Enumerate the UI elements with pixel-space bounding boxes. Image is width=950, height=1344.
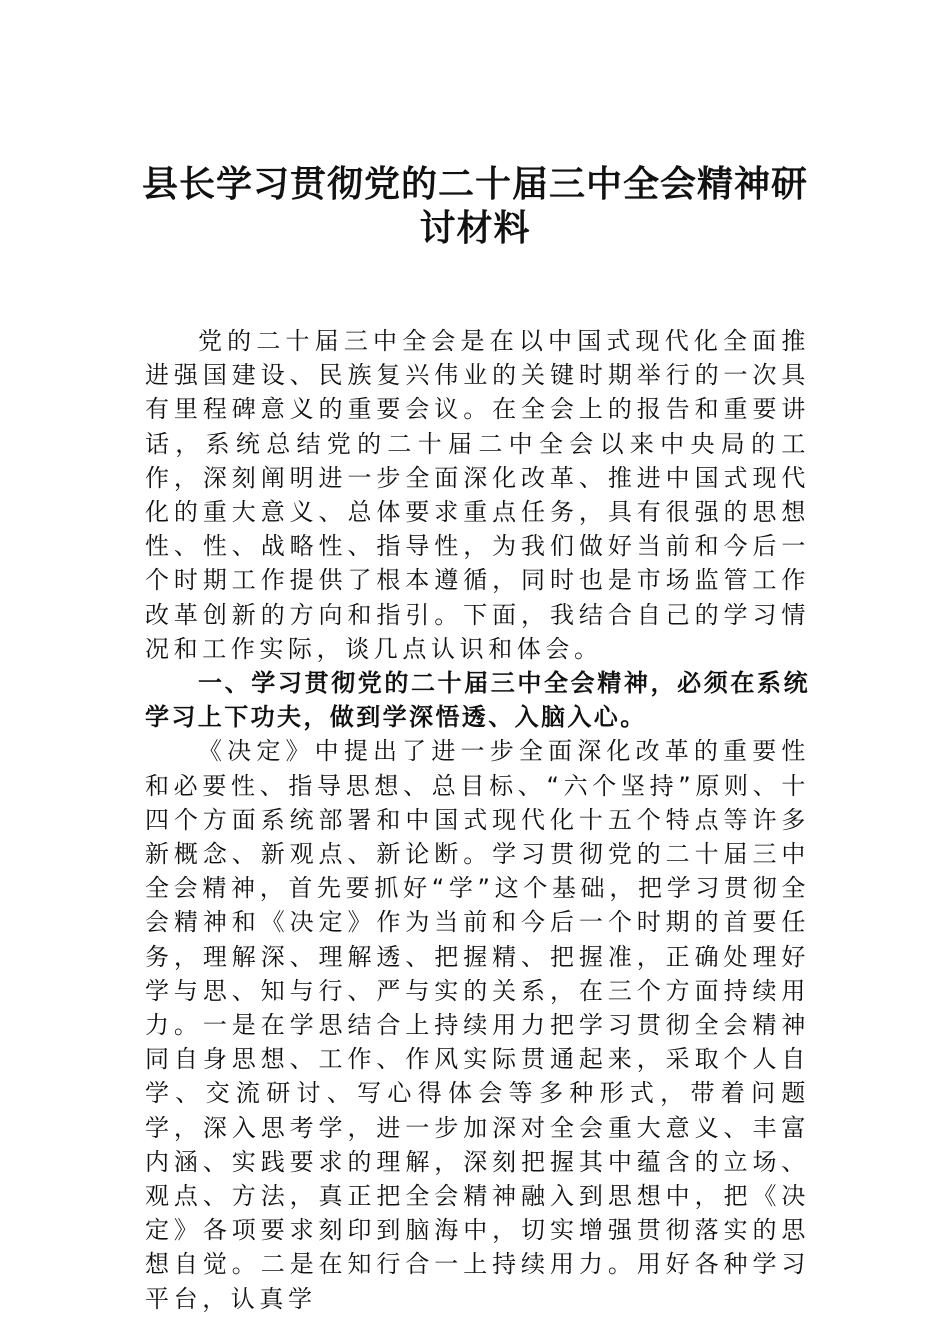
document-body — [145, 324, 810, 1316]
section-paragraph: 《决定》中提出了进一步全面深化改革的重要性和必要性、指导思想、总目标、“六个坚持”原则、十四个方面系统部署和中国式现代化十五个特点等许多新概念、新观点、新论断。学习贯彻党的二十届三中全会精神，首先要抓好“学”这个基础，把学习贯彻全会精神和《决定》作为当前和今后一个时期的首要任务，理解深、理解透、把握精、把握准，正确处理好学与思、知与行、严与实的关系，在三个方面持续用力。一是在学思结合上持续用力把学习贯彻全会精神同自身思想、工作、作风实际贯通起来，采取个人自学、交流研讨、写心得体会等多种形式，带着问题学，深入思考学，进一步加深对全会重大意义、丰富内涵、实践要求的理解，深刻把握其中蕴含的立场、观点、方法，真正把全会精神融入到思想中，把《决定》各项要求刻印到脑海中，切实增强贯彻落实的思想自觉。二是在知行合一上持续用力。用好各种学习平台，认真学 — [145, 737, 810, 1313]
intro-paragraph: 党的二十届三中全会是在以中国式现代化全面推进强国建设、民族复兴伟业的关键时期举行的一次具有里程碑意义的重要会议。在全会上的报告和重要讲话，系统总结党的二十届二中全会以来中央局的工作，深刻阐明进一步全面深化改革、推进中国式现代化的重大意义、总体要求重点任务，具有很强的思想性、性、战略性、指导性，为我们做好当前和今后一个时期工作提供了根本遵循，同时也是市场监管工作改革创新的方向和指引。下面，我结合自己的学习情况和工作实际，谈几点认识和体会。 — [145, 327, 810, 663]
section-heading: 一、学习贯彻党的二十届三中全会精神，必须在系统学习上下功夫，做到学深悟透、入脑入心。 — [145, 669, 810, 732]
document-title-line-1: 县长学习贯彻党的二十届三中全会精神研 — [141, 163, 808, 205]
document-title-line-2: 讨材料 — [419, 207, 531, 249]
